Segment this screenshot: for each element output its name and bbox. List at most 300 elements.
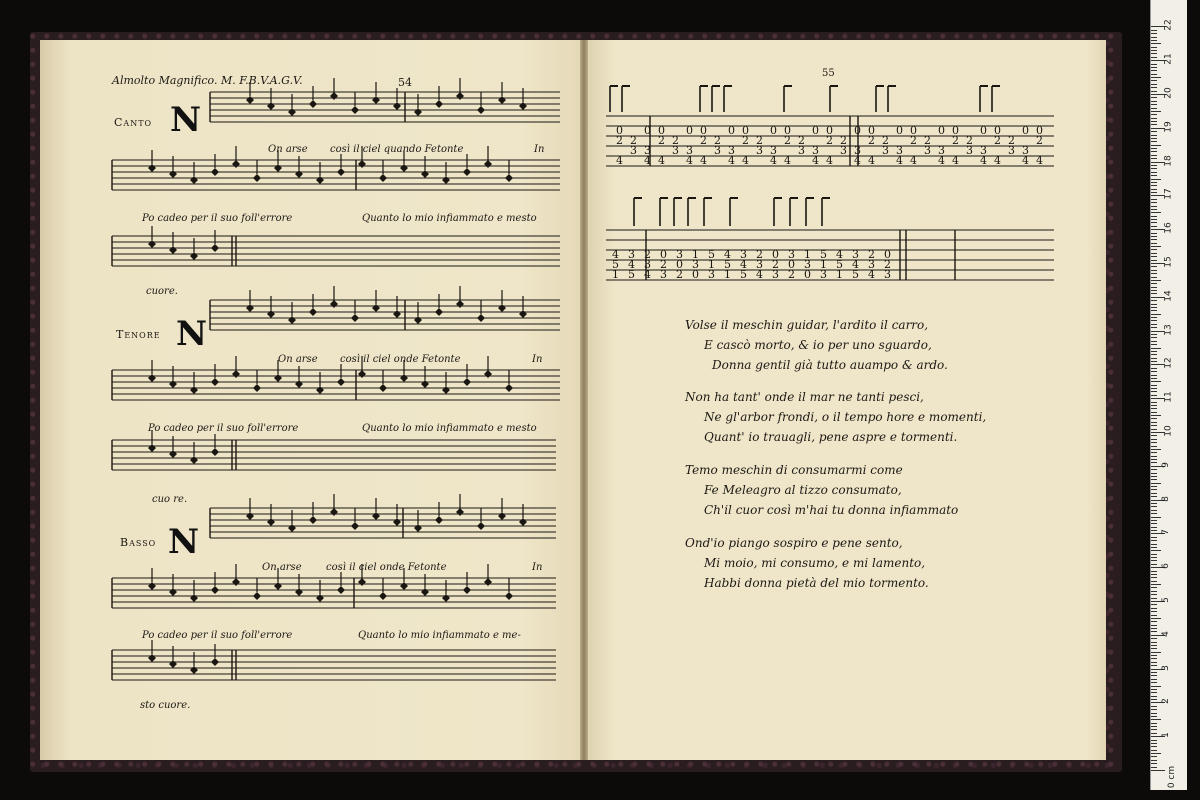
tab-fret-number: 3	[788, 248, 795, 261]
tab-fret-number: 4	[910, 154, 917, 167]
note-head	[519, 102, 527, 110]
tab-fret-number: 2	[784, 134, 791, 147]
tenore-lyrics-1a: On arse	[278, 354, 318, 365]
tab-fret-number: 1	[820, 258, 827, 271]
poem-line: Volse il meschin guidar, l'ardito il carro,	[685, 318, 929, 332]
tab-fret-number: 5	[852, 268, 859, 281]
note-head	[316, 594, 324, 602]
tab-fret-number: 4	[980, 154, 987, 167]
note-head	[372, 512, 380, 520]
poem-line: Ne gl'arbor frondi, o il tempo hore e momenti,	[704, 410, 987, 424]
note-head	[477, 522, 485, 530]
tab-fret-number: 4	[854, 154, 861, 167]
note-head	[358, 160, 366, 168]
tab-fret-number: 4	[742, 154, 749, 167]
ruler-number: 7	[1160, 529, 1171, 536]
tab-fret-number: 2	[868, 134, 875, 147]
tab-fret-number: 0	[728, 124, 735, 137]
note-head	[309, 100, 317, 108]
note-head	[351, 106, 359, 114]
canto-lyrics-1b: così il ciel quando Fetonte	[330, 144, 464, 155]
tab-fret-number: 0	[676, 258, 683, 271]
note-head	[463, 378, 471, 386]
note-head	[316, 176, 324, 184]
tab-fret-number: 2	[676, 268, 683, 281]
tab-fret-number: 3	[924, 144, 931, 157]
tab-fret-number: 5	[628, 268, 635, 281]
tab-fret-number: 4	[836, 248, 843, 261]
tab-fret-number: 0	[868, 124, 875, 137]
tab-fret-number: 0	[658, 124, 665, 137]
note-head	[484, 370, 492, 378]
tab-fret-number: 4	[868, 268, 875, 281]
basso-lyrics-1a: On arse	[262, 562, 302, 573]
note-head	[169, 246, 177, 254]
note-head	[190, 456, 198, 464]
basso-lyrics-3: sto cuore.	[140, 700, 191, 711]
note-head	[442, 176, 450, 184]
tab-fret-number: 3	[756, 144, 763, 157]
canto-lyrics-3: cuore.	[146, 286, 178, 297]
tab-fret-number: 0	[980, 124, 987, 137]
ruler-number: 16	[1163, 222, 1174, 234]
note-head	[267, 518, 275, 526]
note-head	[253, 592, 261, 600]
ruler-number: 18	[1163, 154, 1174, 167]
tab-fret-number: 2	[714, 134, 721, 147]
note-head	[421, 170, 429, 178]
tab-fret-number: 2	[910, 134, 917, 147]
tab-fret-number: 3	[686, 144, 693, 157]
note-head	[421, 588, 429, 596]
note-head	[148, 164, 156, 172]
tab-fret-number: 0	[1036, 124, 1043, 137]
note-head	[505, 384, 513, 392]
note-head	[379, 592, 387, 600]
tab-fret-number: 3	[644, 144, 651, 157]
note-head	[211, 378, 219, 386]
tab-fret-number: 5	[612, 258, 619, 271]
tab-fret-number: 2	[840, 134, 847, 147]
voice-label-canto: Canto	[114, 116, 153, 129]
tab-fret-number: 2	[644, 248, 651, 261]
tab-fret-number: 3	[630, 144, 637, 157]
poem-line: Mi moio, mi consumo, e mi lamento,	[704, 556, 926, 570]
ruler-number: 22	[1163, 19, 1174, 32]
note-head	[309, 308, 317, 316]
canto-lyrics-2b: Quanto lo mio infiammato e mesto	[362, 213, 537, 224]
tab-fret-number: 3	[708, 268, 715, 281]
note-head	[435, 308, 443, 316]
ruler-number: 17	[1163, 188, 1174, 201]
ruler-number: 9	[1160, 461, 1171, 468]
note-head	[393, 102, 401, 110]
note-head	[421, 380, 429, 388]
tab-fret-number: 3	[628, 248, 635, 261]
note-head	[372, 304, 380, 312]
tab-fret-number: 2	[630, 134, 637, 147]
tab-fret-number: 2	[924, 134, 931, 147]
basso-lyrics-1b: così il ciel onde Fetonte	[326, 562, 447, 573]
tab-fret-number: 2	[884, 258, 891, 271]
note-head	[274, 374, 282, 382]
tab-fret-number: 2	[868, 248, 875, 261]
tab-fret-number: 0	[952, 124, 959, 137]
tab-fret-number: 3	[938, 144, 945, 157]
tenore-lyrics-2b: Quanto lo mio infiammato e mesto	[362, 423, 537, 434]
tab-fret-number: 4	[644, 154, 651, 167]
page-number-right: 55	[822, 68, 835, 79]
initial-letter-tenore: N	[176, 314, 208, 354]
tab-fret-number: 2	[788, 268, 795, 281]
ruler-number: 15	[1163, 256, 1174, 268]
tab-fret-number: 4	[770, 154, 777, 167]
note-head	[232, 160, 240, 168]
tab-fret-number: 3	[714, 144, 721, 157]
note-head	[190, 252, 198, 260]
note-head	[169, 170, 177, 178]
note-head	[484, 578, 492, 586]
note-head	[414, 524, 422, 532]
note-head	[414, 316, 422, 324]
note-head	[169, 588, 177, 596]
note-head	[330, 508, 338, 516]
ruler-number: 4	[1160, 630, 1171, 637]
tab-fret-number: 4	[756, 268, 763, 281]
note-head	[246, 512, 254, 520]
ruler-number: 12	[1163, 357, 1174, 370]
tab-fret-number: 4	[896, 154, 903, 167]
tab-fret-number: 2	[1008, 134, 1015, 147]
tab-fret-number: 2	[700, 134, 707, 147]
poem-line: Non ha tant' onde il mar ne tanti pesci,	[685, 390, 924, 404]
poem-line: Habbi donna pietà del mio tormento.	[704, 576, 929, 590]
note-head	[435, 100, 443, 108]
note-head	[498, 96, 506, 104]
note-head	[288, 108, 296, 116]
note-head	[232, 370, 240, 378]
note-head	[463, 168, 471, 176]
note-head	[484, 160, 492, 168]
note-head	[295, 380, 303, 388]
basso-lyrics-2b: Quanto lo mio infiammato e me-	[358, 630, 521, 641]
ruler-number: 13	[1163, 323, 1174, 336]
tab-fret-number: 4	[952, 154, 959, 167]
dedication-line: Almolto Magnifico. M. F.B.V.A.G.V.	[112, 74, 303, 87]
note-head	[435, 516, 443, 524]
tab-fret-number: 4	[724, 248, 731, 261]
tab-fret-number: 3	[896, 144, 903, 157]
note-head	[351, 522, 359, 530]
tab-fret-number: 3	[660, 268, 667, 281]
tab-fret-number: 5	[836, 258, 843, 271]
tab-fret-number: 2	[966, 134, 973, 147]
note-head	[288, 316, 296, 324]
ruler-number: 3	[1160, 664, 1171, 671]
note-head	[519, 518, 527, 526]
tab-fret-number: 2	[672, 134, 679, 147]
poem-line: Temo meschin di consumarmi come	[685, 463, 903, 477]
tab-fret-number: 3	[772, 268, 779, 281]
tab-fret-number: 2	[798, 134, 805, 147]
canto-lyrics-2a: Po cadeo per il suo foll'errore	[142, 213, 293, 224]
voice-label-basso: Basso	[120, 536, 157, 549]
tab-fret-number: 3	[1022, 144, 1029, 157]
note-head	[148, 240, 156, 248]
poem-line: Quant' io trauagli, pene aspre e tormenti.	[704, 430, 958, 444]
note-head	[211, 244, 219, 252]
tab-fret-number: 0	[700, 124, 707, 137]
tab-fret-number: 0	[896, 124, 903, 137]
tab-fret-number: 4	[686, 154, 693, 167]
tab-fret-number: 3	[966, 144, 973, 157]
tab-fret-number: 0	[788, 258, 795, 271]
note-head	[295, 170, 303, 178]
note-head	[477, 106, 485, 114]
tab-fret-number: 1	[708, 258, 715, 271]
note-head	[169, 450, 177, 458]
tab-fret-number: 0	[1022, 124, 1029, 137]
note-head	[246, 96, 254, 104]
tab-fret-number: 3	[692, 258, 699, 271]
tab-fret-number: 3	[676, 248, 683, 261]
note-head	[463, 586, 471, 594]
tab-fret-number: 0	[826, 124, 833, 137]
poem-line: E cascò morto, & io per uno sguardo,	[704, 338, 932, 352]
tab-fret-number: 3	[644, 258, 651, 271]
basso-lyrics-2a: Po cadeo per il suo foll'errore	[142, 630, 293, 641]
tab-fret-number: 4	[938, 154, 945, 167]
note-head	[246, 304, 254, 312]
tab-fret-number: 2	[882, 134, 889, 147]
tab-fret-number: 3	[854, 144, 861, 157]
note-head	[190, 176, 198, 184]
note-head	[316, 386, 324, 394]
tab-fret-number: 5	[724, 258, 731, 271]
note-head	[400, 164, 408, 172]
tab-fret-number: 1	[692, 248, 699, 261]
tab-fret-number: 4	[644, 268, 651, 281]
tab-fret-number: 0	[804, 268, 811, 281]
ruler-number: 11	[1163, 391, 1174, 403]
tab-fret-number: 3	[756, 258, 763, 271]
note-head	[456, 508, 464, 516]
poem-line: Ch'il cuor così m'hai tu donna infiammato	[704, 503, 959, 517]
tenore-lyrics-1c: In	[532, 354, 543, 365]
tab-fret-number: 2	[616, 134, 623, 147]
tab-fret-number: 2	[772, 258, 779, 271]
tab-fret-number: 4	[994, 154, 1001, 167]
initial-letter-canto: N	[170, 100, 202, 140]
note-head	[337, 378, 345, 386]
note-head	[211, 168, 219, 176]
note-head	[211, 658, 219, 666]
tab-fret-number: 4	[1036, 154, 1043, 167]
poem-line: Donna gentil già tutto auampo & ardo.	[712, 358, 948, 372]
note-head	[169, 660, 177, 668]
tab-fret-number: 3	[770, 144, 777, 157]
note-head	[358, 370, 366, 378]
note-head	[253, 384, 261, 392]
note-head	[274, 164, 282, 172]
tab-fret-number: 3	[980, 144, 987, 157]
tab-fret-number: 1	[836, 268, 843, 281]
tab-fret-number: 0	[644, 124, 651, 137]
tab-fret-number: 0	[812, 124, 819, 137]
note-head	[274, 582, 282, 590]
ruler-number: 20	[1163, 87, 1174, 99]
note-head	[309, 516, 317, 524]
ruler-number: 5	[1160, 597, 1171, 603]
tab-fret-number: 2	[756, 134, 763, 147]
tab-fret-number: 0	[938, 124, 945, 137]
tab-fret-number: 3	[852, 248, 859, 261]
ruler-number: 6	[1160, 563, 1171, 570]
tenore-lyrics-2a: Po cadeo per il suo foll'errore	[148, 423, 299, 434]
tab-fret-number: 3	[672, 144, 679, 157]
note-head	[414, 108, 422, 116]
tab-fret-number: 4	[700, 154, 707, 167]
note-head	[330, 300, 338, 308]
tab-fret-number: 2	[1036, 134, 1043, 147]
note-head	[442, 594, 450, 602]
initial-letter-basso: N	[168, 522, 200, 562]
note-head	[148, 374, 156, 382]
ruler-number: 21	[1163, 53, 1174, 65]
tab-fret-number: 0	[784, 124, 791, 137]
tab-fret-number: 0	[692, 268, 699, 281]
tab-fret-number: 4	[868, 154, 875, 167]
note-head	[288, 524, 296, 532]
ruler-number: 14	[1163, 290, 1174, 302]
canto-lyrics-1c: In	[534, 144, 545, 155]
note-head	[148, 654, 156, 662]
ruler-number: 8	[1160, 495, 1171, 502]
tab-fret-number: 4	[658, 154, 665, 167]
note-head	[442, 386, 450, 394]
note-head	[505, 592, 513, 600]
tab-fret-number: 4	[812, 154, 819, 167]
note-head	[190, 594, 198, 602]
tab-fret-number: 1	[612, 268, 619, 281]
tab-fret-number: 3	[882, 144, 889, 157]
ruler-number: 1	[1160, 732, 1171, 739]
tab-fret-number: 3	[840, 144, 847, 157]
tab-fret-number: 2	[658, 134, 665, 147]
page-number-left: 54	[398, 76, 412, 89]
poem-line: Ond'io piango sospiro e pene sento,	[685, 536, 903, 550]
tab-fret-number: 0	[742, 124, 749, 137]
tab-fret-number: 0	[994, 124, 1001, 137]
ruler-number: 2	[1160, 698, 1171, 705]
note-head	[393, 518, 401, 526]
poem-line: Fe Meleagro al tizzo consumato,	[704, 483, 902, 497]
tab-fret-number: 3	[820, 268, 827, 281]
tab-fret-number: 3	[868, 258, 875, 271]
tab-fret-number: 1	[804, 248, 811, 261]
note-head	[190, 666, 198, 674]
note-head	[148, 582, 156, 590]
note-head	[148, 444, 156, 452]
voice-label-tenore: Tenore	[116, 328, 161, 341]
tab-fret-number: 3	[740, 248, 747, 261]
tab-fret-number: 3	[884, 268, 891, 281]
tab-fret-number: 4	[826, 154, 833, 167]
tab-fret-number: 5	[708, 248, 715, 261]
tab-fret-number: 1	[724, 268, 731, 281]
tab-fret-number: 0	[910, 124, 917, 137]
tab-fret-number: 4	[612, 248, 619, 261]
note-head	[519, 310, 527, 318]
note-head	[190, 386, 198, 394]
note-head	[498, 304, 506, 312]
tenore-lyrics-1b: così il ciel onde Fetonte	[340, 354, 461, 365]
tab-fret-number: 0	[884, 248, 891, 261]
tab-fret-number: 3	[728, 144, 735, 157]
canto-lyrics-1a: On arse	[268, 144, 308, 155]
tab-fret-number: 3	[798, 144, 805, 157]
basso-lyrics-1c: In	[532, 562, 543, 573]
note-head	[400, 374, 408, 382]
note-head	[211, 586, 219, 594]
note-head	[232, 578, 240, 586]
tab-fret-number: 2	[756, 248, 763, 261]
note-head	[379, 384, 387, 392]
tab-fret-number: 4	[628, 258, 635, 271]
tab-fret-number: 0	[686, 124, 693, 137]
note-head	[498, 512, 506, 520]
tab-fret-number: 2	[742, 134, 749, 147]
note-head	[330, 92, 338, 100]
tab-fret-number: 3	[1008, 144, 1015, 157]
tab-fret-number: 4	[784, 154, 791, 167]
tab-fret-number: 2	[660, 258, 667, 271]
note-head	[337, 168, 345, 176]
tab-fret-number: 2	[994, 134, 1001, 147]
note-head	[456, 300, 464, 308]
note-head	[337, 586, 345, 594]
note-head	[477, 314, 485, 322]
note-head	[267, 310, 275, 318]
note-head	[358, 578, 366, 586]
note-head	[456, 92, 464, 100]
note-head	[351, 314, 359, 322]
tab-fret-number: 4	[616, 154, 623, 167]
note-head	[505, 174, 513, 182]
note-head	[253, 174, 261, 182]
ruler-number: 10	[1163, 425, 1174, 437]
note-head	[295, 588, 303, 596]
tab-fret-number: 2	[952, 134, 959, 147]
tab-fret-number: 0	[770, 124, 777, 137]
tab-fret-number: 5	[740, 268, 747, 281]
note-head	[211, 448, 219, 456]
tab-fret-number: 0	[854, 124, 861, 137]
tab-fret-number: 4	[740, 258, 747, 271]
tab-fret-number: 5	[820, 248, 827, 261]
tab-fret-number: 0	[772, 248, 779, 261]
ruler-number: 19	[1163, 121, 1174, 133]
tab-fret-number: 3	[812, 144, 819, 157]
note-head	[372, 96, 380, 104]
tab-fret-number: 0	[616, 124, 623, 137]
tab-fret-number: 0	[660, 248, 667, 261]
tab-fret-number: 4	[1022, 154, 1029, 167]
tab-fret-number: 2	[826, 134, 833, 147]
note-head	[379, 174, 387, 182]
tenore-lyrics-3: cuo re.	[152, 494, 188, 505]
tab-fret-number: 3	[804, 258, 811, 271]
